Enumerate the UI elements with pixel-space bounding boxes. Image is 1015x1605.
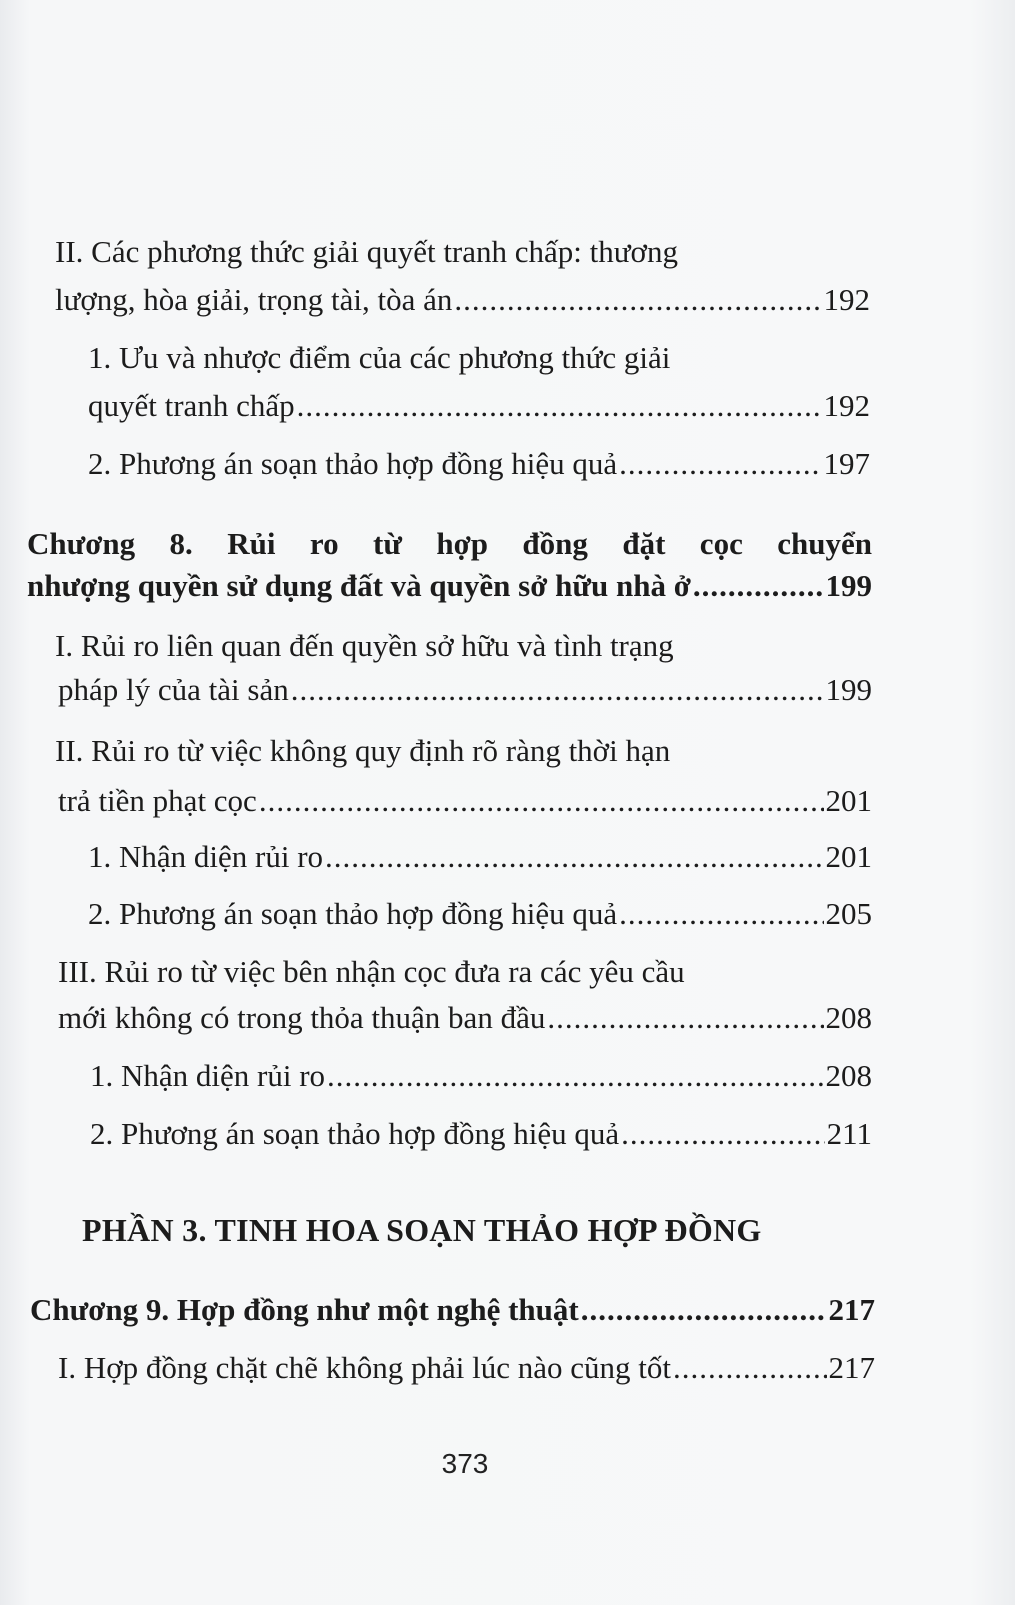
page-number: 192	[823, 388, 870, 423]
toc-entry-text-line: I. Rủi ro liên quan đến quyền sở hữu và tình trạng	[55, 628, 674, 663]
toc-entry-last-line	[88, 382, 870, 430]
toc-entry-text-line: 2. Phương án soạn thảo hợp đồng hiệu quả	[88, 446, 618, 481]
page-number: 199	[825, 672, 872, 707]
toc-entry-chapter-9	[30, 1286, 875, 1334]
toc-entry-section-i-strict	[58, 1344, 875, 1392]
toc-entry-text-line: 1. Nhận diện rủi ro	[88, 839, 324, 874]
toc-entry-section-ii	[55, 228, 870, 324]
leader-dots	[619, 890, 823, 938]
toc-entry-text-line: Chương 8. Rủi ro từ hợp đồng đặt cọc chuyển	[27, 526, 872, 561]
toc-entry-last-line	[90, 1110, 872, 1158]
toc-entry-text-line: 1. Ưu và nhược điểm của các phương thức giải	[88, 340, 671, 375]
leader-dots	[581, 1286, 827, 1334]
toc-entry-section-ii-deadline	[55, 727, 872, 825]
leader-dots	[325, 833, 823, 881]
toc-entry-text-line: III. Rủi ro từ việc bên nhận cọc đưa ra các yêu cầu	[58, 954, 685, 989]
page-folio-number: 373	[441, 1448, 489, 1479]
toc-entry-text-line: trả tiền phạt cọc	[58, 783, 257, 818]
toc-entry-last-line	[88, 890, 872, 938]
toc-entry-subsection-2-drafting	[90, 1110, 872, 1158]
leader-dots	[619, 440, 821, 488]
toc-entry-section-iii	[55, 948, 872, 1042]
toc-entry-text-line: pháp lý của tài sản	[58, 672, 289, 707]
toc-entry-text-line: I. Hợp đồng chặt chẽ không phải lúc nào cũng tốt	[58, 1350, 671, 1385]
toc-entry-text-line: nhượng quyền sử dụng đất và quyền sở hữu nhà ở	[27, 568, 691, 603]
toc-entry-last-line	[55, 666, 872, 714]
toc-entry-subsection-2	[88, 440, 870, 488]
leader-dots	[327, 1052, 823, 1100]
leader-dots	[297, 382, 822, 430]
page-number: 201	[825, 783, 872, 818]
toc-entry-text-line: II. Các phương thức giải quyết tranh chấp: thương	[55, 234, 678, 269]
toc-entry-text-line: 2. Phương án soạn thảo hợp đồng hiệu quả	[90, 1116, 620, 1151]
toc-entry-subsection-1	[88, 334, 870, 430]
leader-dots	[621, 1110, 824, 1158]
leader-dots	[259, 777, 824, 825]
toc-entry-section-i	[55, 622, 872, 714]
toc-entry-text-line: Chương 9. Hợp đồng như một nghệ thuật	[30, 1292, 579, 1327]
leader-dots	[454, 276, 821, 324]
toc-entry-subsection-1-identify	[90, 1052, 872, 1100]
toc-entry-text-line: quyết tranh chấp	[88, 388, 295, 423]
toc-entry-last-line	[88, 833, 872, 881]
page-number: 208	[825, 1058, 872, 1093]
leader-dots	[693, 562, 824, 610]
page-number: 211	[826, 1116, 872, 1151]
toc-entry-text-line: lượng, hòa giải, trọng tài, tòa án	[55, 282, 453, 317]
page-number: 201	[825, 839, 872, 874]
toc-entry-last-line	[27, 562, 872, 610]
page-number: 199	[825, 568, 872, 603]
toc-entry-text-line: mới không có trong thỏa thuận ban đầu	[58, 1000, 546, 1035]
page-number: 197	[823, 446, 870, 481]
page-number: 205	[825, 896, 872, 931]
leader-dots	[547, 994, 823, 1042]
toc-entry-last-line	[88, 440, 870, 488]
page-number: 217	[828, 1350, 875, 1385]
page-number: 217	[828, 1292, 875, 1327]
toc-entry-subsection-1-identify	[88, 833, 872, 881]
toc-entry-last-line	[55, 777, 872, 825]
toc-entry-chapter-8	[27, 520, 872, 610]
leader-dots	[291, 666, 824, 714]
toc-entry-text-line: 2. Phương án soạn thảo hợp đồng hiệu quả	[88, 896, 618, 931]
toc-entry-text-line: 1. Nhận diện rủi ro	[90, 1058, 326, 1093]
page-number: 192	[823, 282, 870, 317]
toc-entry-last-line	[30, 1286, 875, 1334]
toc-entry-text-line: II. Rủi ro từ việc không quy định rõ ràng thời hạn	[55, 733, 671, 768]
toc-entry-last-line	[90, 1052, 872, 1100]
part-heading: PHẦN 3. TINH HOA SOẠN THẢO HỢP ĐỒNG	[82, 1212, 762, 1248]
page-number: 208	[825, 1000, 872, 1035]
toc-entry-subsection-2-drafting	[88, 890, 872, 938]
toc-entry-last-line	[55, 276, 870, 324]
leader-dots	[673, 1344, 827, 1392]
toc-entry-last-line	[55, 994, 872, 1042]
toc-entry-last-line	[58, 1344, 875, 1392]
